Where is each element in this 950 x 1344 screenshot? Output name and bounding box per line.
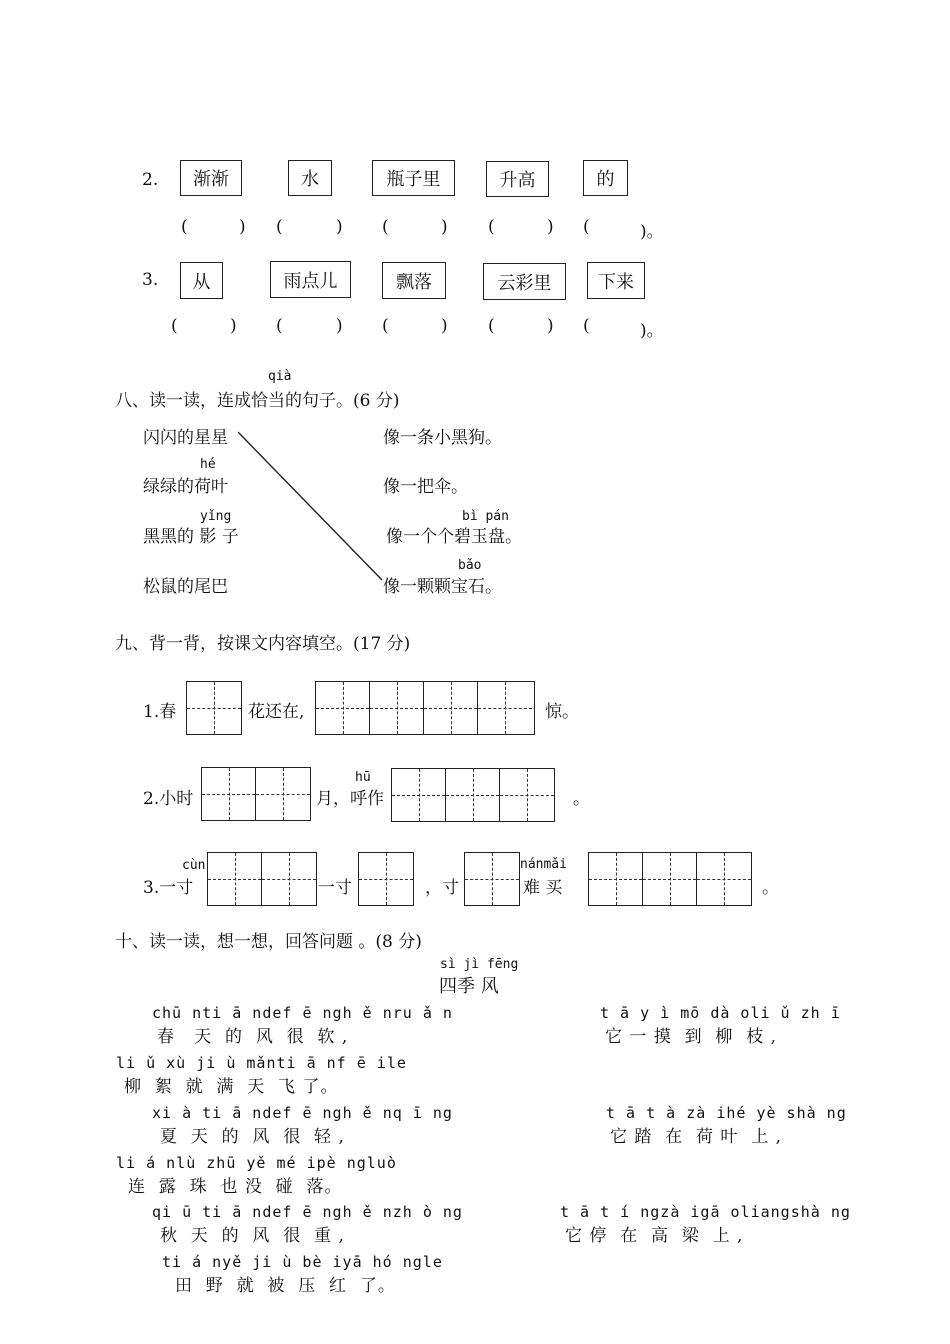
- poem-pinyin-line: li á nlù zhū yě mé ipè ngluò: [116, 1154, 397, 1172]
- poem-pinyin-line: ti á nyě ji ù bè iyā hó ngle: [162, 1253, 443, 1271]
- match-right-item: 像一把伞。: [383, 477, 468, 497]
- poem-pinyin-line: t ā y ì mō dà oli ǔ zh ī: [600, 1004, 841, 1022]
- match-right-item: 像一颗颗宝石。: [383, 577, 502, 597]
- writing-grid[interactable]: [207, 852, 317, 906]
- blank-open: (: [382, 316, 389, 336]
- blank-open: (: [382, 217, 389, 237]
- q9-line1-end: 惊。: [545, 702, 579, 722]
- blank-close: ): [441, 316, 448, 336]
- poem-text-line: 夏 天 的 风 很 轻 ,: [160, 1127, 345, 1147]
- poem-text-line: 它 停 在 高 梁 上 ,: [565, 1226, 744, 1246]
- q8-title-post: 当的句子。(6 分): [268, 391, 400, 411]
- poem-text-line: 春 天 的 风 很 软 ,: [157, 1027, 349, 1047]
- word-card: 升高: [486, 161, 549, 197]
- pinyin-annotation: hé: [200, 457, 216, 472]
- blank-open: (: [276, 217, 283, 237]
- writing-grid[interactable]: [464, 852, 520, 906]
- poem-pinyin-line: t ā t à zà ihé yè shà ng: [606, 1104, 847, 1122]
- writing-grid[interactable]: [358, 852, 414, 906]
- match-right-item: 像一个个碧玉盘。: [386, 527, 522, 547]
- writing-grid[interactable]: [391, 768, 555, 822]
- word-card: 飘落: [382, 262, 446, 299]
- blank-close: ): [336, 217, 343, 237]
- poem-text-line: 秋 天 的 风 很 重 ,: [160, 1226, 345, 1246]
- blank-open: (: [488, 316, 495, 336]
- pinyin-annotation: nánmǎi: [520, 857, 567, 872]
- blank-close: ): [239, 217, 246, 237]
- q7-row3-number: 3.: [142, 270, 159, 290]
- word-card: 下来: [587, 262, 645, 299]
- q9-line2-mid: 月，呼作: [316, 789, 384, 809]
- q9-line2-start: 2.小时: [143, 789, 194, 809]
- blank-close: ): [547, 217, 554, 237]
- blank-close: ): [441, 217, 448, 237]
- pinyin-annotation: cùn: [182, 858, 206, 873]
- pinyin-annotation: yǐng: [200, 509, 232, 524]
- blank-open: (: [181, 217, 188, 237]
- blank-close: ): [230, 316, 237, 336]
- match-left-item: 绿绿的荷叶: [143, 477, 228, 497]
- writing-grid[interactable]: [186, 681, 242, 735]
- poem-title: 四季 风: [439, 976, 499, 997]
- blank-close: )。: [640, 222, 664, 242]
- writing-grid[interactable]: [315, 681, 535, 735]
- q8-title-pre: 八、读一读，连成: [115, 391, 251, 411]
- word-card: 云彩里: [483, 263, 566, 300]
- q9-line2-end: 。: [573, 789, 590, 809]
- blank-open: (: [583, 217, 590, 237]
- blank-close: ): [336, 316, 343, 336]
- poem-pinyin-line: chū nti ā ndef ē ngh ě nru ǎ n: [152, 1004, 453, 1022]
- q9-line3-end: 。: [762, 878, 779, 898]
- poem-text-line: 柳 絮 就 满 天 飞 了。: [124, 1077, 339, 1097]
- pinyin-annotation: qià: [268, 369, 292, 384]
- word-card: 的: [583, 160, 628, 196]
- word-card: 瓶子里: [372, 160, 455, 196]
- word-card: 水: [288, 160, 332, 196]
- poem-pinyin-line: qi ū ti ā ndef ē ngh ě nzh ò ng: [152, 1203, 463, 1221]
- poem-text-line: 田 野 就 被 压 红 了。: [175, 1276, 396, 1296]
- word-card: 雨点儿: [270, 261, 351, 298]
- word-card: 渐渐: [180, 160, 242, 196]
- q10-title: 十、读一读，想一想，回答问题 。(8 分): [115, 932, 422, 952]
- q9-line1-start: 1.春: [143, 702, 177, 722]
- pinyin-annotation: bǎo: [458, 558, 482, 573]
- poem-text-line: 它 踏 在 荷 叶 上 ,: [610, 1127, 783, 1147]
- pinyin-annotation: hū: [355, 770, 371, 785]
- q9-line3-mid: 一寸: [318, 878, 352, 898]
- q9-title: 九、背一背，按课文内容填空。(17 分): [115, 634, 411, 654]
- pinyin-annotation: bì pán: [462, 509, 509, 524]
- word-card: 从: [180, 262, 223, 299]
- blank-close: )。: [640, 321, 664, 341]
- blank-open: (: [583, 316, 590, 336]
- blank-open: (: [488, 217, 495, 237]
- blank-open: (: [171, 316, 178, 336]
- q9-line3-mid2: ，寸: [425, 878, 459, 898]
- poem-pinyin-line: t ā t í ngzà igā oliangshà ng: [560, 1203, 851, 1221]
- blank-open: (: [276, 316, 283, 336]
- poem-text-line: 连 露 珠 也 没 碰 落。: [128, 1177, 343, 1197]
- writing-grid[interactable]: [201, 767, 311, 821]
- match-right-item: 像一条小黑狗。: [383, 428, 502, 448]
- q7-row2-number: 2.: [142, 170, 159, 190]
- q9-line1-mid: 花还在,: [248, 702, 305, 722]
- q9-line3-start: 3.一寸: [143, 878, 194, 898]
- match-left-item: 黑黑的 影 子: [143, 527, 239, 547]
- pinyin-annotation: sì jì fēng: [440, 957, 519, 972]
- writing-grid[interactable]: [588, 852, 752, 906]
- match-left-item: 闪闪的星星: [143, 428, 228, 448]
- poem-pinyin-line: li ǔ xù ji ù mǎnti ā nf ē ile: [116, 1054, 407, 1072]
- poem-pinyin-line: xi à ti ā ndef ē ngh ě nq ī ng: [152, 1104, 453, 1122]
- match-left-item: 松鼠的尾巴: [143, 577, 228, 597]
- blank-close: ): [547, 316, 554, 336]
- q9-line3-mid3: 难 买: [523, 878, 563, 898]
- poem-text-line: 它 一 摸 到 柳 枝 ,: [605, 1027, 778, 1047]
- q8-title-mid: 恰: [251, 391, 268, 411]
